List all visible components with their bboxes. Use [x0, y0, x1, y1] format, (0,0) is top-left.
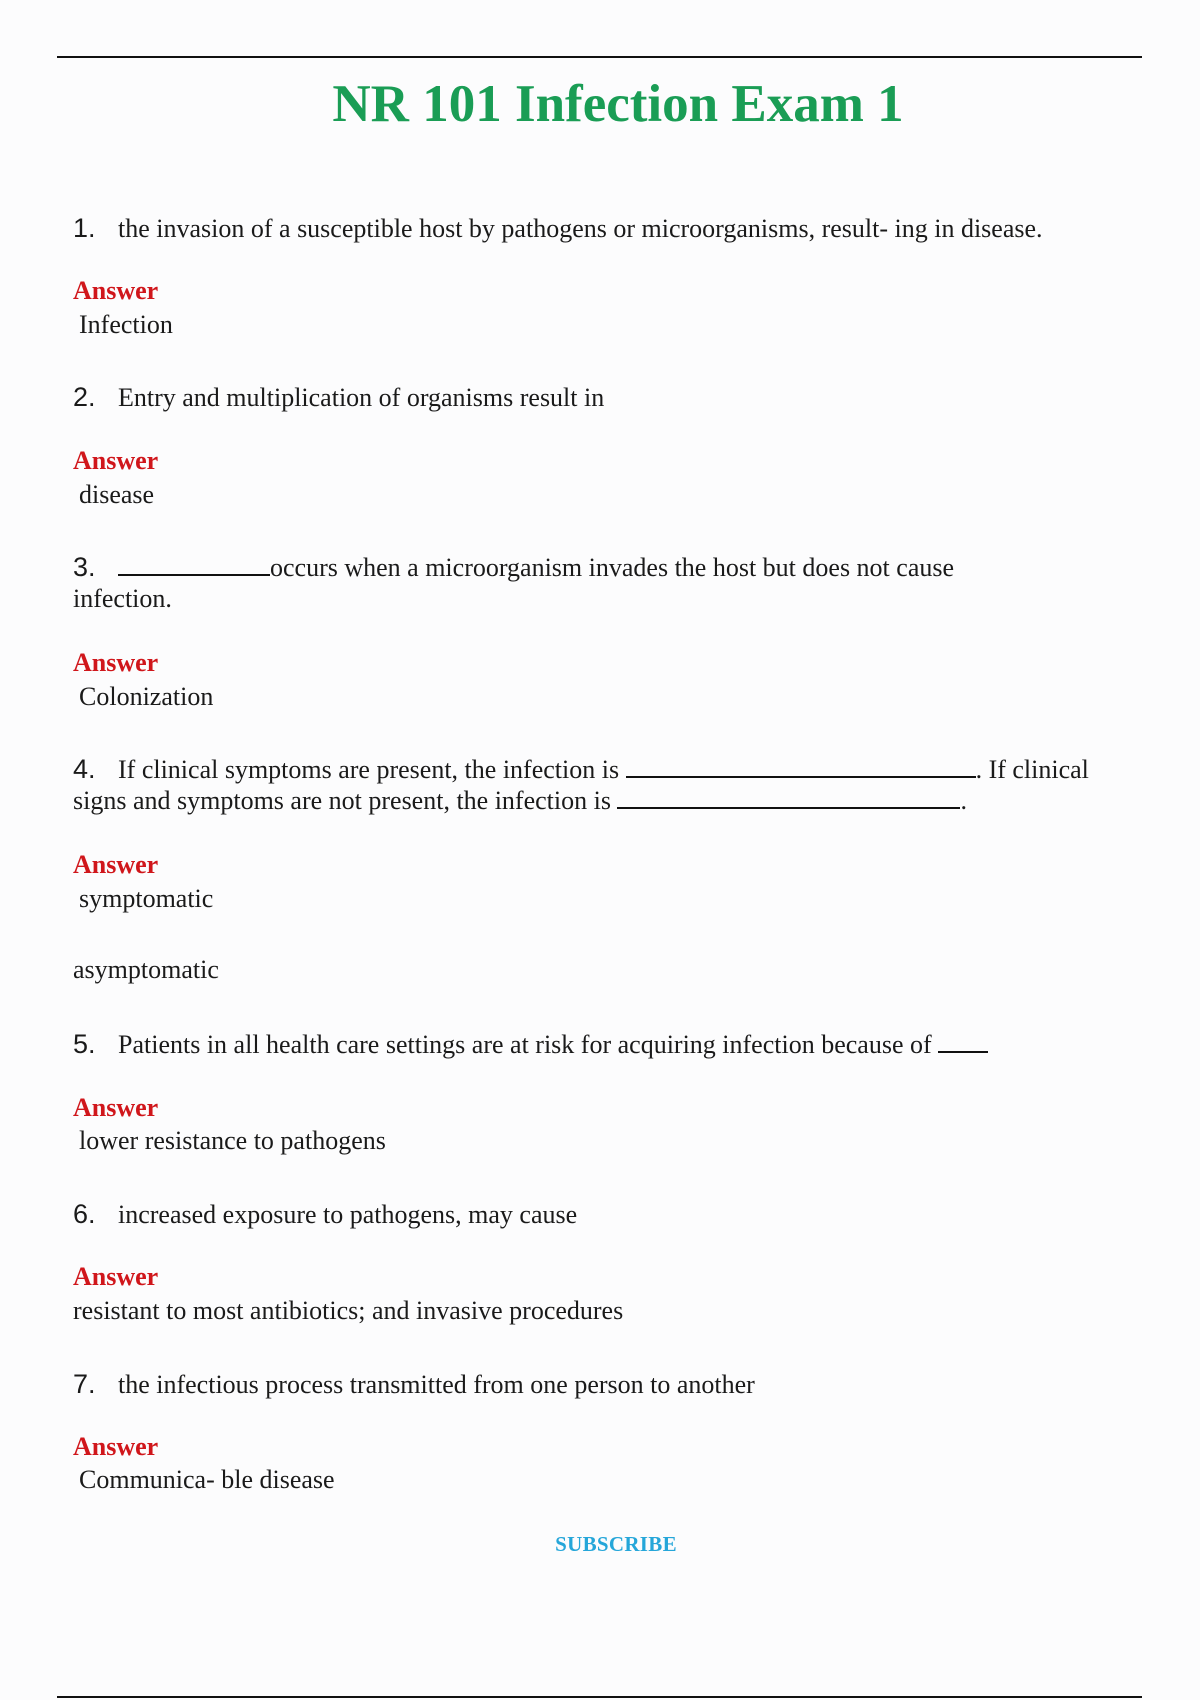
answer-text: Colonization	[79, 682, 214, 711]
question-2	[73, 382, 1153, 413]
bottom-rule	[57, 1696, 1142, 1698]
question-text: . If clinical	[975, 755, 1089, 784]
answer-text: Communica- ble disease	[79, 1465, 335, 1494]
question-number: 7.	[73, 1369, 96, 1399]
fill-in-blank	[118, 552, 270, 576]
answer-text: disease	[79, 480, 155, 509]
question-text-continued: infection.	[73, 584, 172, 613]
answer-text: asymptomatic	[73, 955, 219, 984]
question-text: the infectious process transmitted from one person to another	[118, 1370, 755, 1399]
fill-in-blank	[626, 754, 976, 778]
question-number: 3.	[73, 552, 96, 582]
answer-label: Answer	[73, 648, 159, 677]
question-text: the invasion of a susceptible host by pathogens or microorganisms, result- ing in disease.	[118, 214, 1043, 243]
question-text-continued: signs and symptoms are not present, the infection is	[73, 786, 611, 815]
answer-label: Answer	[73, 1093, 159, 1122]
fill-in-blank	[938, 1029, 988, 1053]
question-6	[73, 1199, 1153, 1230]
answer-text: resistant to most antibiotics; and invasive procedures	[73, 1296, 624, 1325]
answer-label: Answer	[73, 276, 159, 305]
question-4	[73, 754, 1153, 816]
answer-text: symptomatic	[79, 884, 214, 913]
question-7	[73, 1369, 1153, 1400]
answer-label: Answer	[73, 1432, 159, 1461]
answer-label: Answer	[73, 1262, 159, 1291]
question-number: 2.	[73, 382, 96, 412]
question-number: 4.	[73, 754, 96, 784]
question-3	[73, 552, 1153, 614]
answer-label: Answer	[73, 446, 159, 475]
question-text: Patients in all health care settings are at risk for acquiring infection because of	[118, 1030, 932, 1059]
answer-text: Infection	[79, 310, 173, 339]
answer-text: lower resistance to pathogens	[79, 1126, 386, 1155]
question-text: Entry and multiplication of organisms result in	[118, 383, 605, 412]
subscribe-link[interactable]: SUBSCRIBE	[555, 1532, 677, 1556]
answer-label: Answer	[73, 850, 159, 879]
question-5	[73, 1029, 1153, 1060]
page-title: NR 101 Infection Exam 1	[332, 75, 904, 133]
fill-in-blank	[617, 785, 960, 809]
top-rule	[57, 56, 1142, 58]
question-1	[73, 213, 1153, 244]
question-text: occurs when a microorganism invades the host but does not cause	[270, 553, 955, 582]
question-number: 5.	[73, 1029, 96, 1059]
question-number: 1.	[73, 213, 96, 243]
question-number: 6.	[73, 1199, 96, 1229]
question-text: If clinical symptoms are present, the infection is	[118, 755, 620, 784]
question-text: increased exposure to pathogens, may cause	[118, 1200, 578, 1229]
question-text-end: .	[960, 786, 967, 815]
